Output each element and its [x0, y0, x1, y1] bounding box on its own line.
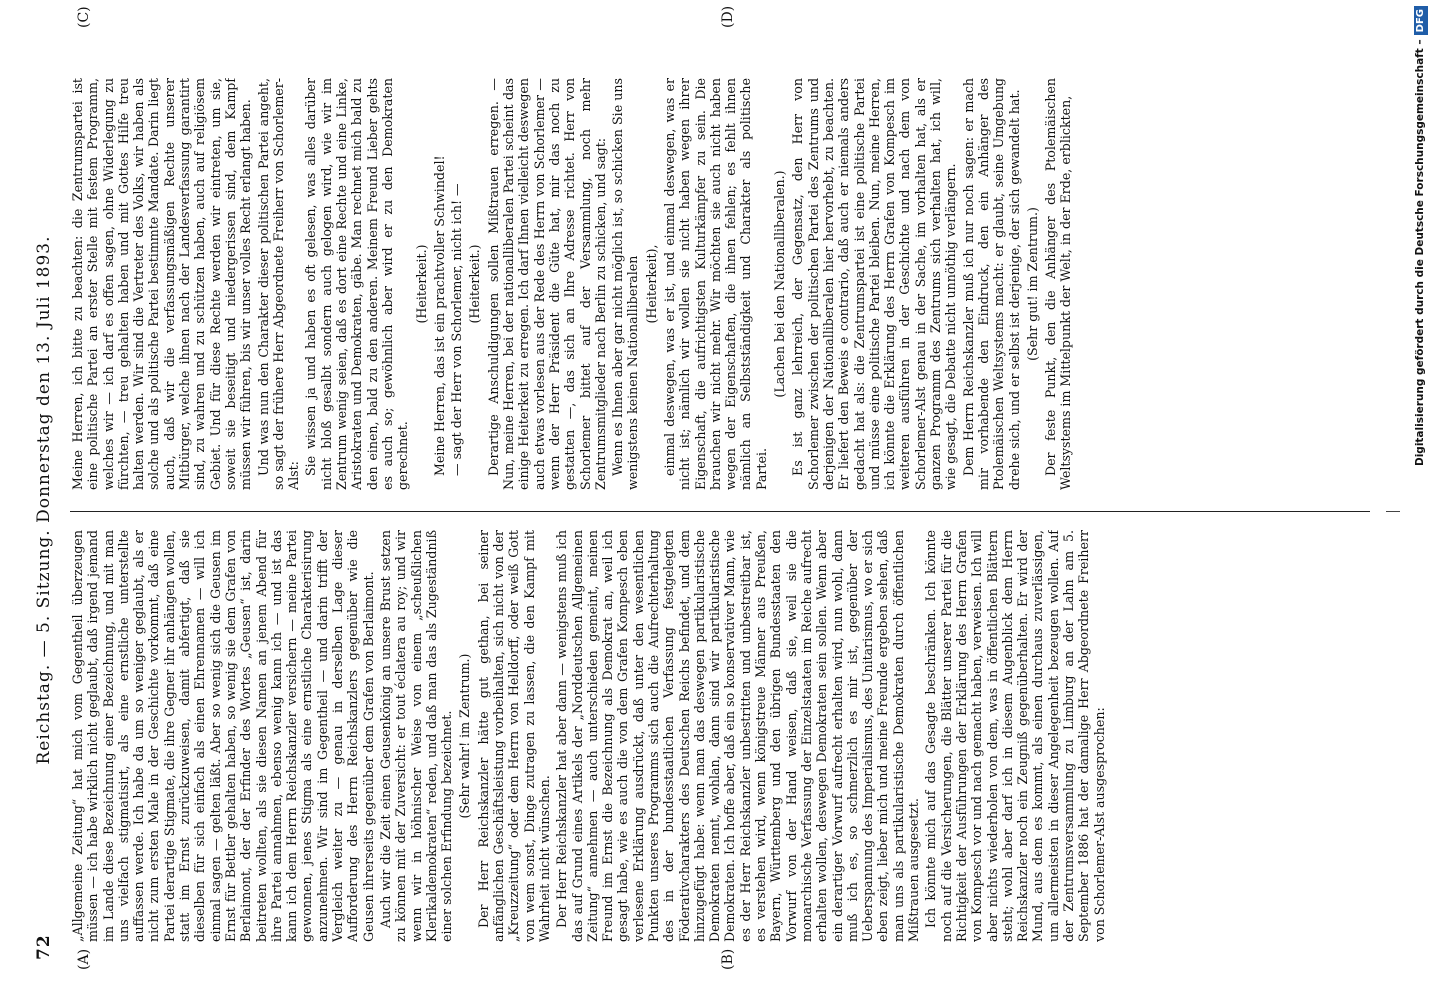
- column-divider: [70, 511, 1370, 512]
- dfg-logo: DFG: [1414, 6, 1428, 35]
- interjection: (Sehr wahr! im Zentrum.): [457, 653, 473, 819]
- page-header: [28, 40, 62, 960]
- margin-marker-a: (A): [76, 948, 92, 970]
- side-banner: [1410, 6, 1430, 996]
- page-number: 72: [34, 934, 54, 960]
- paragraph: Meine Herren, ich bitte zu beachten: die Zentrumspartei ist eine politische Partei an erster Stelle mit festem Programm, welches wir — ich darf es offen sagen, ohne Widerlegung zu fürchten, — treu gehalten haben und mit Gottes Hilfe treu halten werden. Wir sind die Vertreter des Volks, wir haben als solche und als politische Partei bestimmte Mandate. Darin liegt auch, daß wir die verfassungsmäßigen Rechte unserer Mitbürger, welche ihnen nach der Landesverfassung garantirt sind, zu wahren und zu schützen haben, auch auf religiösem Gebiet. Und für diese Rechte werden wir eintreten, um sie, soweit sie beseitigt und niedergerissen sind, dem Kampf müssen wir führen, bis wir unser volles Recht erlangt haben.: [70, 78, 254, 490]
- paragraph: Der feste Punkt, den die Anhänger des Ptolemäischen Weltsystems im Mittelpunkt der Welt, in der Erde, erblickten,: [1043, 78, 1074, 490]
- running-title: Reichstag. — 5. Sitzung. Donnerstag den 13. Juli 1893.: [34, 235, 54, 765]
- paragraph: Der Herr Reichskanzler hat aber dann — wenigstens muß ich das auf Grund eines Artikels der „Norddeutschen Allgemeinen Zeitung“ annehmen — auch unterschieden gemeint, meinen Freund im Ernst die Bezeichnung als Demokrat an, weil ich gesagt habe, wie es auch die von dem Grafen Kompesch eben verlesene Erklärung ausdrückt, daß unter den wesentlichen Punkten unseres Programms sich auch die Aufrechterhaltung des in der bundesstaatlichen Verfassung festgelegten Föderativcharakters des Deutschen Reichs befindet, und dem hinzugefügt habe: wenn man das deswegen partikularistische Demokraten nennt, wohlan, dann sind wir partikularistische Demokraten. Ich hoffe aber, daß ein so konservativer Mann, wie es der Herr Reichskanzler unbestritten und unbestreitbar ist, es verstehen wird, wenn königstreue Männer aus Preußen, Bayern, Württemberg und den übrigen Bundesstaaten den Vorwurf von der Hand weisen, daß sie, weil sie die monarchische Verfassung der Einzelstaaten im Reiche aufrecht erhalten wollen, deswegen Demokraten sein sollen. Wenn aber ein derartiger Vorwurf aufrecht erhalten wird, nun wohl, dann muß ich es, so schmerzlich es mir ist, gegenüber der Ueberspannung des Imperialismus, des Unitarismus, wo er sich eben zeigt, lieber mich und meine Freunde ergeben sehen, daß man uns als partikularistische Demokraten durch öffentlichen Mißtrauen ausgesetzt.: [554, 530, 922, 942]
- right-text-column: [70, 78, 1370, 490]
- paragraph: Und was nun den Charakter dieser politischen Partei angeht, so sagt der frühere Herr Abgeordnete Freiherr von Schorlemer-Alst:: [255, 78, 302, 490]
- dfg-attribution: [1410, 6, 1430, 996]
- paragraph: Wenn es Ihnen aber gar nicht möglich ist, so schicken Sie uns wenigstens keinen Nationalliberalen: [610, 78, 641, 490]
- interjection: (Sehr gut! im Zentrum.): [1024, 207, 1040, 361]
- left-text-column: [70, 530, 1370, 942]
- margin-marker-c: (C): [76, 6, 92, 28]
- paragraph: Es ist ganz lehrreich, der Gegensatz, den Herr von Schorlemer zwischen der politischen Partei des Zentrums und derjenigen der Nationalliberalen hier hervorhebt, zu beachten. Er liefert den Beweis e contrario, daß auch er niemals anders gedacht hat als: die Zentrumspartei ist eine politische Partei und müsse eine politische Partei bleiben. Nun, meine Herren, ich könnte die Erklärung des Herrn Grafen von Kompesch im weiteren ausführen in der Geschichte und nach dem von Schorlemer-Alst genau in der Sache, im vorhalten hat, als er ganzen Programm des Zentrums sich verhalten hat, ich will, wie gesagt, die Debatte nicht unnöthig verlängern.: [790, 78, 959, 490]
- paragraph: Derartige Anschuldigungen sollen Mißtrauen erregen. — Nun, meine Herren, bei der nationalliberalen Partei scheint das einige Heiterkeit zu erregen. Ich darf Ihnen vielleicht deswegen auch etwas vorlesen aus der Rede des Herrn von Schorlemer — wenn der Herr Präsident die Güte hat, mir das noch zu gestatten —, das sich an Ihre Adresse richtet. Herr von Schorlemer bittet auf der Versammlung, noch mehr Zentrumsmitglieder nach Berlin zu schicken, und sagt:: [485, 78, 608, 490]
- paragraph: einmal deswegen, was er ist, und einmal deswegen, was er nicht ist; nämlich wir wollen sie nicht haben wegen ihrer Eigenschaft, die aufrichtigsten Kulturkämpfer zu sein. Die brauchen wir nicht mehr. Wir möchten sie auch nicht haben wegen der Eigenschaften, die ihnen fehlen; es fehlt ihnen nämlich an Selbstständigkeit und Charakter als politische Partei.: [661, 78, 769, 490]
- interjection: (Lachen bei den Nationalliberalen.): [772, 170, 788, 398]
- interjection: (Heiterkeit.): [467, 244, 483, 324]
- paragraph: Der Herr Reichskanzler hätte gut gethan, bei seiner anfänglichen Geschäftsleistung vorbeihalten, sich nicht von der „Kreuzzeitung“ oder dem Herrn von Helldorff, oder weiß Gott von wem sonst, Dinge zutragen zu lassen, die den Kampf mit Wahrheit nicht wünschen.: [475, 530, 552, 942]
- paragraph: Meine Herren, das ist ein prachtvoller Schwindel!: [431, 155, 447, 476]
- footer-tick: [1386, 511, 1400, 512]
- paragraph: „Allgemeine Zeitung“ hat mich vom Gegentheil überzeugen müssen — ich habe wirklich nicht geglaubt, daß irgend jemand im Lande diese Bezeichnung einer Bezeichnung, und mit man uns vielfach stigmatisirt, als eine ernstliche unterstellte auffassen werde. Ich habe da um so weniger geglaubt, als er nicht zum ersten Male in der Geschichte vorkommt, daß eine Partei derartige Stigmate, die ihre Gegner ihr anhängen wollen, statt im Ernst zurückzuweisen, damit abfertigt, daß sie dieselben für sich einfach als einen Ehrennamen — will ich einmal sagen — gelten läßt. Aber so wenig sich die Geusen im Ernst für Bettler gehalten haben, so wenig sie dem Grafen von Berlaimont, der der Erfinder des Wortes „Geusen“ ist, darin beitreten wollten, als sie diesen Namen an jenem Abend für ihre Partei annahmen, ebenso wenig kann ich — und ist das kann ich dem Herrn Reichskanzler versichern — meine Partei gewonnen, jenes Stigma als eine ernstliche Charakterisirung anzunehmen. Wir sind im Gegentheil — und darin trifft der Vergleich weiter zu — genau in derselben Lage dieser Aufforderung des Herrn Reichskanzlers gegenüber wie die Geusen ihrerseits gegenüber dem Grafen von Berlaimont.: [70, 530, 376, 942]
- interjection: (Heiterkeit.): [413, 244, 429, 324]
- dfg-attribution-text: Digitalisierung gefördert durch die Deutsche Forschungsgemeinschaft –: [1414, 39, 1426, 467]
- paragraph: Dem Herrn Reichskanzler muß ich nur noch sagen: er mach mir vorhabende den Eindruck, den ein Anhänger des Ptolemäischen Weltsystems macht: er glaubt, seine Umgebung drehe sich, und er selbst ist derjenige, der sich gewandelt hat.: [960, 78, 1022, 490]
- margin-marker-d: (D): [720, 5, 736, 28]
- paragraph: Sie wissen ja und haben es oft gelesen, was alles darüber nicht bloß gesalbt sondern auch gelogen wird, wie wir im Zentrum wenig seien, daß es dort eine Rechte und eine Linke, Aristokraten und Demokraten, gäbe. Man rechnet mich bald zu den einen, bald zu den anderen. Meinem Freund Lieber gehts es auch so; gewöhnlich aber wird er zu den Demokraten gerechnet.: [303, 78, 411, 490]
- margin-marker-b: (B): [720, 948, 736, 970]
- paragraph: — sagt der Herr von Schorlemer, nicht ich! —: [449, 183, 465, 476]
- interjection: (Heiterkeit),: [643, 244, 659, 324]
- paragraph: Ich könnte mich auf das Gesagte beschränken. Ich könnte noch auf die Versicherungen, die Blätter unserer Partei für die Richtigkeit der Ausführungen der Erklärung des Herrn Grafen von Kompesch vor und nach gemacht haben, verweisen. Ich will aber nichts wiederholen von dem, was in öffentlichen Blättern steht; wohl aber darf ich in diesem Augenblick dem Herrn Reichskanzler noch ein Zeugniß gegenüberhalten. Er wird der Mund, aus dem es kommt, als einen durchaus zuverlässigen, um allermeisten in dieser Angelegenheit bezeugen wollen. Auf der Zentrumsversammlung zu Limburg an der Lahn am 5. September 1886 hat der damalige Herr Abgeordnete Freiherr von Schorlemer-Alst ausgesprochen:: [923, 530, 1107, 942]
- paragraph: Auch wir die Zeit einen Geusenkönig an unsere Brust setzen zu können mit der Zuversicht: er tout éclatera au roy; und wir wenn wir in höhnischer Weise von einem „scheußlichen Klerikaldemokraten“ reden, und daß man das als Zugeständniß einer solchen Erfindung bezeichnet.: [377, 530, 455, 942]
